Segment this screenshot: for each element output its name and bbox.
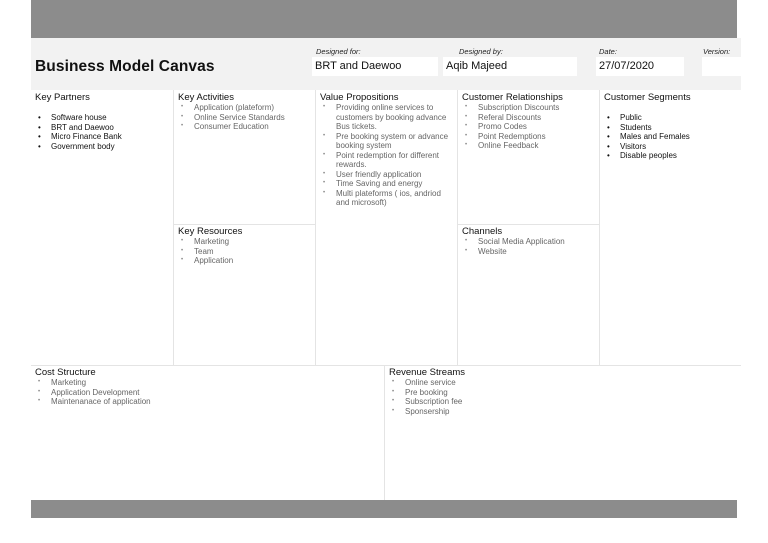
customer-relationships-list [462, 103, 595, 151]
list-item: • Promo Codes [462, 122, 595, 132]
list-item: • Marketing [35, 378, 380, 388]
list-item: • Marketing [178, 237, 311, 247]
channels-list [462, 237, 595, 256]
list-item: • Online Feedback [462, 141, 595, 151]
list-item: • Point Redemptions [462, 132, 595, 142]
list-item: • BRT and Daewoo [35, 123, 169, 133]
value-propositions-block [315, 90, 457, 365]
key-resources-block [173, 224, 315, 365]
list-item: • Online Service Standards [178, 113, 311, 123]
list-item: • Sponsership [389, 407, 737, 417]
bottom-bar [31, 500, 737, 518]
key-partners-title: Key Partners [35, 92, 90, 103]
list-item: • Visitors [604, 142, 737, 152]
list-item: • Providing online services to customers by booking advance Bus tickets. [320, 103, 453, 132]
top-bar [31, 0, 737, 38]
designed-by-label: Designed by: [459, 47, 503, 56]
list-item: • User friendly application [320, 170, 453, 180]
list-item: • Team [178, 247, 311, 257]
list-item: • Software house [35, 113, 169, 123]
value-propositions-title: Value Propositions [320, 92, 399, 103]
list-item: • Application (plateform) [178, 103, 311, 113]
list-item: • Subscription Discounts [462, 103, 595, 113]
customer-segments-list [604, 113, 737, 161]
date-field[interactable]: 27/07/2020 [596, 57, 684, 76]
channels-block [457, 224, 599, 365]
list-item: • Application Development [35, 388, 380, 398]
list-item: • Pre booking [389, 388, 737, 398]
list-item: • Subscription fee [389, 397, 737, 407]
list-item: • Students [604, 123, 737, 133]
cost-structure-title: Cost Structure [35, 367, 96, 378]
canvas-grid [31, 90, 741, 500]
key-activities-list [178, 103, 311, 132]
list-item: • Multi plateforms ( ios, andriod and microsoft) [320, 189, 453, 208]
list-item: • Maintenanace of application [35, 397, 380, 407]
designed-by-field[interactable]: Aqib Majeed [443, 57, 577, 76]
channels-title: Channels [462, 226, 503, 237]
designed-for-field[interactable]: BRT and Daewoo [312, 57, 438, 76]
key-resources-list [178, 237, 311, 266]
cost-structure-block [31, 365, 384, 500]
key-activities-title: Key Activities [178, 92, 234, 103]
version-label: Version: [703, 47, 731, 56]
customer-segments-title: Customer Segments [604, 92, 691, 103]
list-item: • Website [462, 247, 595, 257]
key-partners-list [35, 113, 169, 151]
list-item: • Point redemption for different rewards. [320, 151, 453, 170]
key-partners-block [31, 90, 173, 365]
list-item: • Disable peoples [604, 151, 737, 161]
list-item: • Pre booking system or advance booking system [320, 132, 453, 151]
revenue-streams-title: Revenue Streams [389, 367, 466, 378]
list-item: • Micro Finance Bank [35, 132, 169, 142]
customer-relationships-title: Customer Relationships [462, 92, 563, 103]
list-item: • Application [178, 256, 311, 266]
designed-for-label: Designed for: [316, 47, 361, 56]
list-item: • Consumer Education [178, 122, 311, 132]
canvas-header [31, 38, 741, 90]
revenue-streams-list [389, 378, 737, 416]
value-propositions-list [320, 103, 453, 208]
list-item: • Online service [389, 378, 737, 388]
date-label: Date: [599, 47, 617, 56]
list-item: • Time Saving and energy [320, 179, 453, 189]
list-item: • Referal Discounts [462, 113, 595, 123]
revenue-streams-block [384, 365, 741, 500]
list-item: • Males and Females [604, 132, 737, 142]
list-item: • Public [604, 113, 737, 123]
list-item: • Social Media Application [462, 237, 595, 247]
key-resources-title: Key Resources [178, 226, 243, 237]
key-activities-block [173, 90, 315, 224]
customer-segments-block [599, 90, 741, 365]
customer-relationships-block [457, 90, 599, 224]
list-item: • Government body [35, 142, 169, 152]
canvas-title: Business Model Canvas [35, 58, 215, 75]
cost-structure-list [35, 378, 380, 407]
version-field[interactable] [702, 57, 741, 76]
